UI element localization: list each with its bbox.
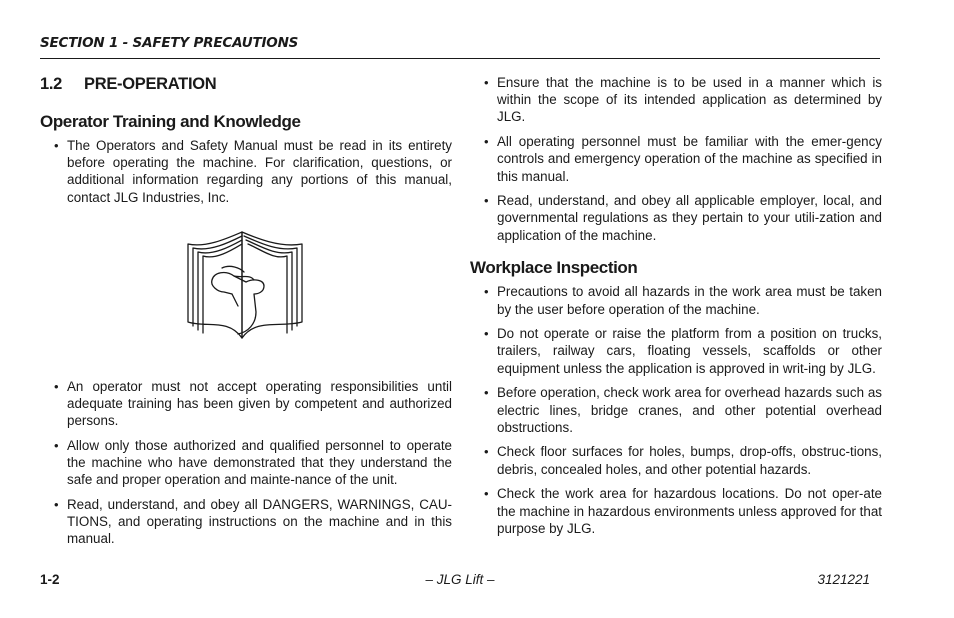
bullet-icon: •: [484, 486, 489, 502]
list-item: • Read, understand, and obey all applicable employer, local, and governmental regulations as they pertain to your utili-zation and application of the machine.: [484, 193, 882, 243]
bullet-icon: •: [484, 193, 489, 209]
bullet-icon: •: [484, 444, 489, 460]
training-bullets-right: [470, 74, 882, 244]
list-item: • Before operation, check work area for overhead hazards such as electric lines, bridge cranes, and other potential overhead obstructions.: [484, 385, 882, 435]
document-number: 3121221: [817, 572, 870, 587]
workplace-bullets: [470, 283, 882, 537]
bullet-icon: •: [484, 75, 489, 90]
bullet-icon: •: [484, 284, 489, 300]
bullet-icon: •: [54, 378, 59, 394]
footer-brand: – JLG Lift –: [425, 572, 495, 587]
list-item: • An operator must not accept operating responsibilities until adequate training has been given by competent and authorized persons.: [54, 378, 452, 429]
bullet-icon: •: [484, 385, 489, 401]
header-rule: [40, 58, 880, 59]
bullet-icon: •: [484, 134, 489, 150]
bullet-icon: •: [54, 138, 59, 153]
bullet-icon: •: [484, 326, 489, 342]
section-number: 1.2: [40, 75, 63, 93]
section-title-text: PRE-OPERATION: [84, 75, 217, 93]
right-column: [470, 74, 882, 544]
list-item: • Read, understand, and obey all DANGERS, WARNINGS, CAU-TIONS, and operating instructions on the machine and in this manual.: [54, 497, 452, 547]
list-item: • Do not operate or raise the platform from a position on trucks, trailers, railway cars, floating vessels, scaffolds or other equipment unless the application is approved in writ-ing by JLG.: [484, 326, 882, 376]
list-item: • Ensure that the machine is to be used in a manner which is within the scope of its intended application as determined by JLG.: [484, 75, 882, 125]
training-title: Operator Training and Knowledge: [40, 112, 301, 131]
training-bullets-top: [40, 137, 452, 206]
page-footer: [40, 572, 880, 590]
list-item: • Precautions to avoid all hazards in the work area must be taken by the user before operation of the machine.: [484, 284, 882, 317]
workplace-title: Workplace Inspection: [470, 258, 638, 278]
section-header: SECTION 1 - SAFETY PRECAUTIONS: [40, 35, 299, 51]
list-item: • All operating personnel must be familiar with the emer-gency controls and emergency operation of the machine as specified in this manual.: [484, 134, 882, 184]
left-column: [40, 74, 452, 555]
bullet-icon: •: [54, 437, 59, 453]
list-item: • Check floor surfaces for holes, bumps, drop-offs, obstruc-tions, debris, concealed holes, and other potential hazards.: [484, 444, 882, 477]
page-number: 1-2: [40, 572, 60, 587]
manual-figure: [40, 228, 452, 356]
open-manual-hand-icon: [184, 228, 308, 344]
list-item: • The Operators and Safety Manual must be read in its entirety before operating the machine. For clarification, questions, or additional information regarding any portions of this manual, contact JLG Industries, Inc.: [54, 138, 452, 205]
training-bullets-bottom: [40, 378, 452, 548]
list-item: • Check the work area for hazardous locations. Do not oper-ate the machine in hazardous environments unless approved for that purpose by JLG.: [484, 486, 882, 536]
bullet-icon: •: [54, 497, 59, 513]
list-item: • Allow only those authorized and qualified personnel to operate the machine who have demonstrated that they understand the safe and proper operation and mainte-nance of the unit.: [54, 437, 452, 488]
section-title: [40, 74, 452, 94]
